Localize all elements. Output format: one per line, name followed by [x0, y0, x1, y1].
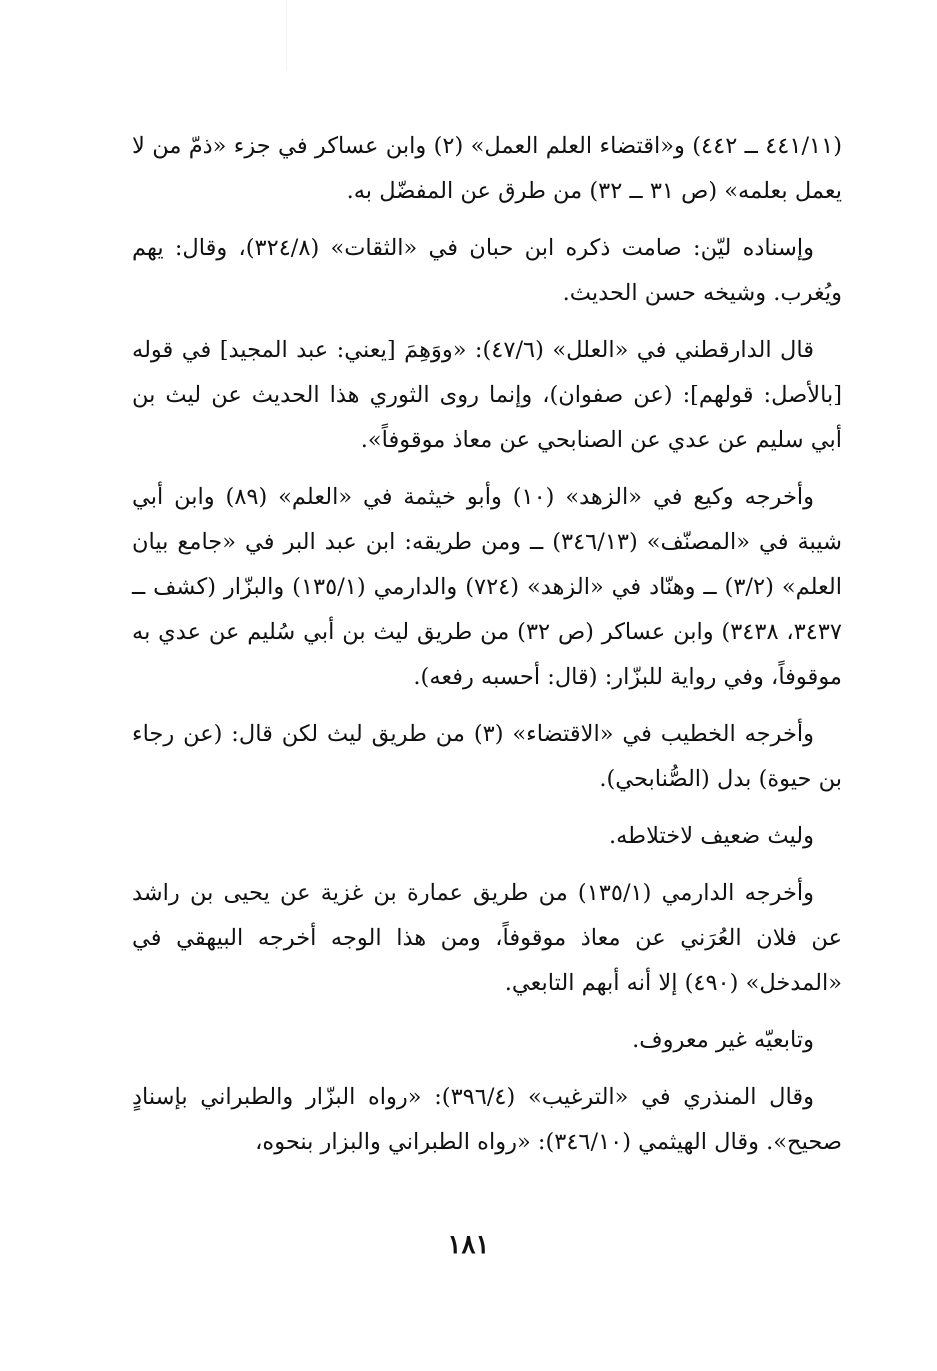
paragraph-5: وأخرجه الخطيب في «الاقتضاء» (٣) من طريق ليث لكن قال: (عن رجاء بن حيوة) بدل (الصُّنابحي). — [132, 721, 842, 792]
paragraph-9: وقال المنذري في «الترغيب» (٣٩٦/٤): «رواه البزّار والطبراني بإسنادٍ صحيح». وقال الهيثمي (٣٤٦/١٠): «رواه الطبراني والبزار بنحوه، — [132, 1084, 842, 1155]
paragraph-1: (٤٤١/١١ ــ ٤٤٢) و«اقتضاء العلم العمل» (٢) وابن عساكر في جزء «ذمّ من لا يعمل بعلمه» (ص ٣١ ــ ٣٢) من طرق عن المفضّل به. — [132, 133, 843, 204]
paragraph-4: وأخرجه وكيع في «الزهد» (١٠) وأبو خيثمة في «العلم» (٨٩) وابن أبي شيبة في «المصنّف» (٣٤٦/١٣) ــ ومن طريقه: ابن عبد البر في «جامع بيان العلم» (٣/٢) ــ وهنّاد في «الزهد» (٧٢٤) والدارمي (١٣٥/١) والبزّار (كشف ــ ٣٤٣٧، ٣٤٣٨) وابن عساكر (ص ٣٢) من طريق ليث بن أبي سُليم عن عدي به موقوفاً، وفي رواية للبزّار: (قال: أحسبه رفعه). — [132, 484, 842, 690]
body-text — [132, 124, 842, 1177]
paragraph-2: وإسناده ليّن: صامت ذكره ابن حبان في «الثقات» (٣٢٤/٨)، وقال: يهم ويُغرب. وشيخه حسن الحديث. — [132, 235, 842, 306]
page-number: ١٨١ — [447, 1230, 490, 1260]
paragraph-6: وليث ضعيف لاختلاطه. — [608, 823, 814, 849]
paragraph-7: وأخرجه الدارمي (١٣٥/١) من طريق عمارة بن غزية عن يحيى بن راشد عن فلان العُرَني عن معاذ موقوفاً، ومن هذا الوجه أخرجه البيهقي في «المدخل» (٤٩٠) إلا أنه أبهم التابعي. — [132, 880, 842, 996]
paragraph-3: قال الدارقطني في «العلل» (٤٧/٦): «ووَهِمَ [يعني: عبد المجيد] في قوله [بالأصل: قولهم]: (عن صفوان)، وإنما روى الثوري هذا الحديث عن ليث بن أبي سليم عن عدي عن الصنابحي عن معاذ موقوفاً». — [132, 337, 842, 453]
scan-artifact-line — [286, 0, 287, 70]
paragraph-8: وتابعيّه غير معروف. — [632, 1027, 814, 1053]
